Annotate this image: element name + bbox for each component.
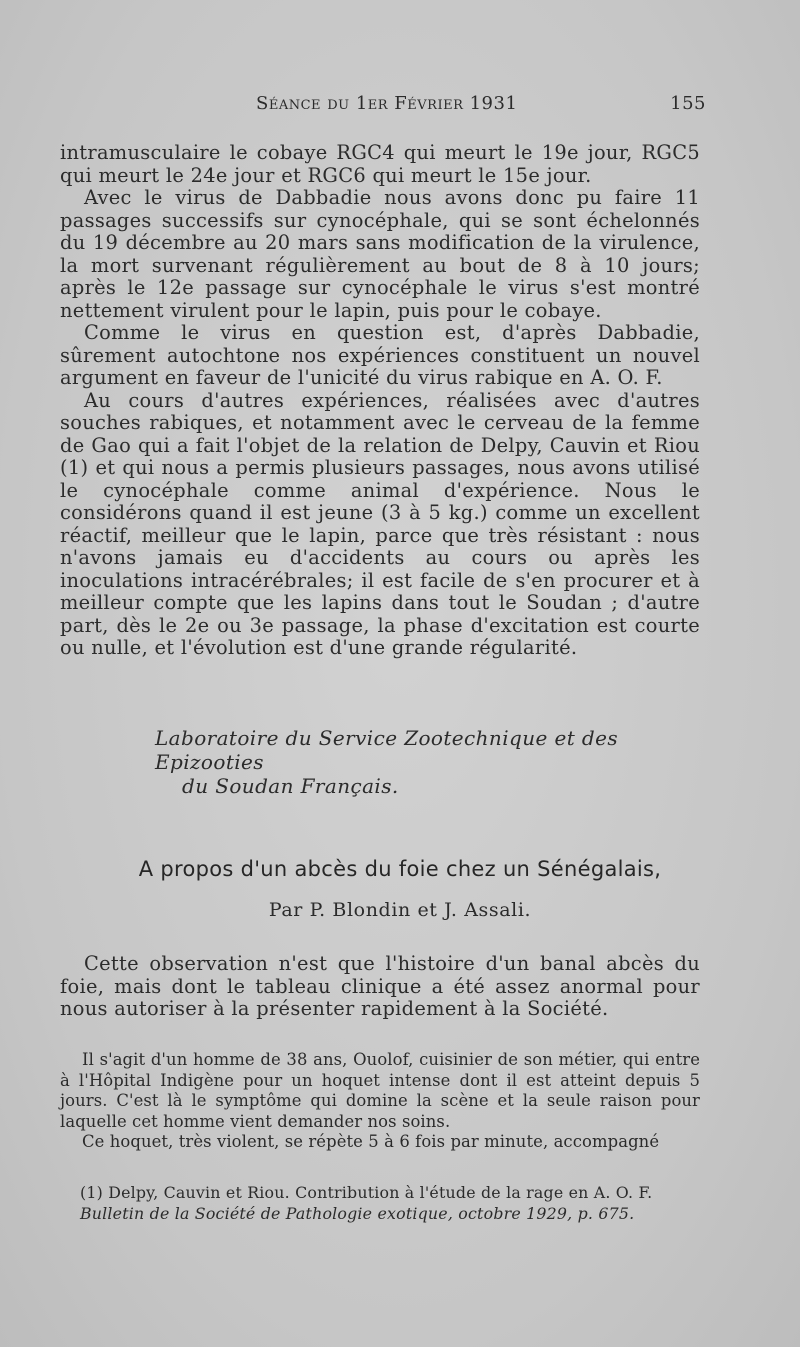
article-title: A propos d'un abcès du foie chez un Sénégalais, [138, 857, 662, 881]
running-title: Séance du 1er Février 1931 [256, 93, 518, 114]
laboratory-signature [155, 726, 715, 798]
paragraph-4: Au cours d'autres expériences, réalisées avec d'autres souches rabiques, et notamment avec le cerveau de la femme de Gao qui a fait l'objet de la relation de Delpy, Cauvin et Riou (1) et qui nous a permis plusieurs passages, nous avons utilisé le cynocéphale comme animal d'expérience. Nous le considérons quand il est jeune (3 à 5 kg.) comme un excellent réactif, meilleur que le lapin, parce que très résistant : nous n'avons jamais eu d'accidents au cours ou après les inoculations intracérébrales; il est facile de s'en procurer et à meilleur compte que les lapins dans tout le Soudan ; d'autre part, dès le 2e ou 3e passage, la phase d'excitation est courte ou nulle, et l'évolution est d'une grande régularité. [60, 388, 700, 659]
paragraph-2: Avec le virus de Dabbadie nous avons donc pu faire 11 passages successifs sur cynocéphale, qui se sont échelonnés du 19 décembre au 20 mars sans modification de la virulence, la mort survenant régulièrement au bout de 8 à 10 jours; après le 12e passage sur cynocéphale le virus s'est montré nettement virulent pour le lapin, puis pour le cobaye. [60, 186, 700, 322]
paragraph-1: intramusculaire le cobaye RGC4 qui meurt le 19e jour, RGC5 qui meurt le 24e jour et RGC6 qui meurt le 15e jour. [60, 141, 700, 187]
signature-line-1: Laboratoire du Service Zootechnique et des Epizooties [155, 726, 619, 774]
main-text [60, 142, 700, 660]
footnote-line-1: (1) Delpy, Cauvin et Riou. Contribution à l'étude de la rage en A. O. F. [80, 1183, 653, 1202]
footnote [80, 1182, 705, 1224]
article-intro [60, 953, 700, 1021]
page-number: 155 [670, 93, 706, 114]
signature-line-2: du Soudan Français. [182, 774, 399, 798]
running-header [256, 93, 706, 117]
paragraph-3: Comme le virus en question est, d'après Dabbadie, sûrement autochtone nos expériences constituent un nouvel argument en faveur de l'unicité du virus rabique en A. O. F. [60, 321, 700, 389]
article-authors: Par P. Blondin et J. Assali. [268, 899, 532, 921]
footnote-line-2: Bulletin de la Société de Pathologie exotique, octobre 1929, p. 675. [80, 1204, 635, 1223]
case-paragraph-1: Il s'agit d'un homme de 38 ans, Ouolof, cuisinier de son métier, qui entre à l'Hôpital Indigène pour un hoquet intense dont il est atteint depuis 5 jours. C'est là le symptôme qui domine la scène et la seule raison pour laquelle cet homme vient demander nos soins. [60, 1050, 700, 1131]
intro-paragraph: Cette observation n'est que l'histoire d'un banal abcès du foie, mais dont le tableau clinique a été assez anormal pour nous autoriser à la présenter rapidement à la Société. [60, 952, 700, 1020]
case-paragraph-2: Ce hoquet, très violent, se répète 5 à 6 fois par minute, accompagné [82, 1132, 660, 1151]
case-text [60, 1050, 700, 1153]
